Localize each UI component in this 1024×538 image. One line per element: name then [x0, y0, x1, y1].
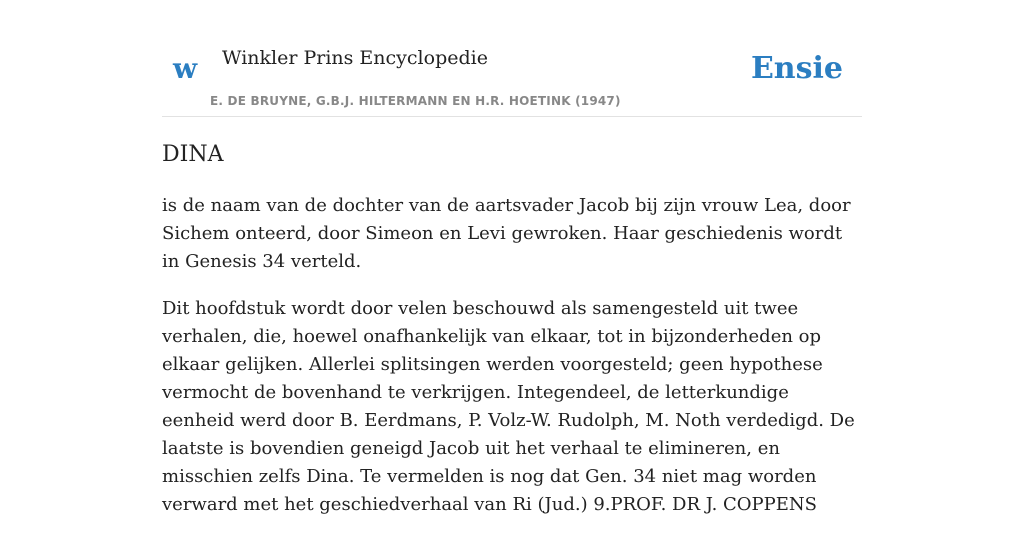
ensie-brand-logo[interactable]: Ensie [750, 51, 843, 86]
article-paragraph: is de naam van de dochter van de aartsvader Jacob bij zijn vrouw Lea, door Sichem onteerd, door Simeon en Levi gewroken. Haar geschiedenis wordt in Genesis 34 verteld. [162, 195, 851, 272]
article-paragraph: Dit hoofdstuk wordt door velen beschouwd als samengesteld uit twee verhalen, die, hoewel onafhankelijk van elkaar, tot in bijzonderheden op elkaar gelijken. Allerlei splitsingen werden voorgesteld; geen hypothese vermocht de bovenhand te verkrijgen. Integendeel, de letterkundige eenheid werd door B. Eerdmans, P. Volz-W. Rudolph, M. Noth verdedigd. De laatste is bovendien geneigd Jacob uit het verhaal te elimineren, en misschien zelfs Dina. Te vermelden is nog dat Gen. 34 niet mag worden verward met het geschiedverhaal van Ri (Jud.) 9.PROF. DR J. COPPENS [162, 298, 855, 515]
authors-line: E. DE BRUYNE, G.B.J. HILTERMANN EN H.R. HOETINK (1947) [210, 94, 621, 108]
winkler-prins-logo-icon[interactable]: w [173, 52, 198, 85]
site-title[interactable]: Winkler Prins Encyclopedie [222, 47, 488, 69]
article-title: DINA [162, 142, 224, 167]
site-header [162, 0, 862, 117]
article-body [162, 192, 862, 538]
